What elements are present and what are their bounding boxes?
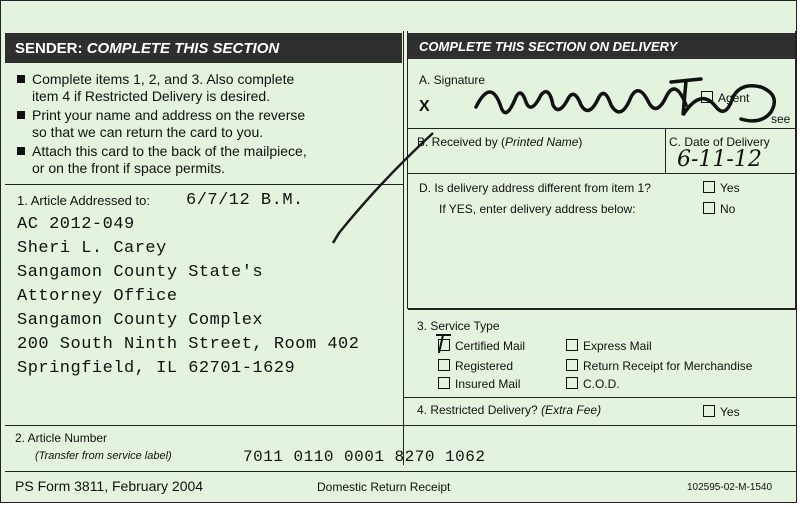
divider-article-number <box>5 425 796 426</box>
article-addressed-label: 1. Article Addressed to: <box>17 193 150 208</box>
handwritten-note: 6/7/12 B.M. <box>186 191 304 210</box>
service-cod: C.O.D. <box>566 377 620 391</box>
instruction-3: Attach this card to the back of the mailpiece, or on the front if space permits. <box>17 143 307 177</box>
address-line: Sheri L. Carey <box>17 239 167 258</box>
return-receipt-checkbox[interactable] <box>566 359 578 371</box>
addressee-option-fragment: see <box>771 112 791 126</box>
restricted-delivery-label: 4. Restricted Delivery? (Extra Fee) <box>417 403 602 417</box>
bullet-icon <box>17 75 25 83</box>
sender-header-italic: COMPLETE THIS SECTION <box>86 40 280 57</box>
sender-section-header <box>5 33 402 63</box>
delivery-date-value: 6-11-12 <box>677 147 762 172</box>
article-number-value: 7011 0110 0001 8270 1062 <box>243 448 486 466</box>
divider-d <box>408 308 796 310</box>
service-type-label: 3. Service Type <box>417 319 500 333</box>
address-line: Sangamon County Complex <box>17 311 264 330</box>
yes-checkbox[interactable] <box>703 181 715 193</box>
address-line: Attorney Office <box>17 287 178 306</box>
instruction-1: Complete items 1, 2, and 3. Also complete item 4 if Restricted Delivery is desired. <box>17 71 294 105</box>
received-by-label: B. Received by (Printed Name) <box>417 135 583 149</box>
delivery-section-header: COMPLETE THIS SECTION ON DELIVERY <box>408 33 796 59</box>
divider-service <box>404 397 796 398</box>
bullet-icon <box>17 111 25 119</box>
address-different-yes: Yes <box>703 181 740 195</box>
service-insured: Insured Mail <box>438 377 520 391</box>
address-different-no: No <box>703 202 735 216</box>
service-registered: Registered <box>438 359 513 373</box>
address-line: 200 South Ninth Street, Room 402 <box>17 335 360 354</box>
service-return-receipt: Return Receipt for Merchandise <box>566 359 752 373</box>
service-express: Express Mail <box>566 339 652 353</box>
no-checkbox[interactable] <box>703 202 715 214</box>
restricted-yes-checkbox[interactable] <box>703 405 715 417</box>
form-code: 102595-02-M-1540 <box>687 482 773 493</box>
insured-checkbox[interactable] <box>438 377 450 389</box>
divider-received <box>408 173 796 174</box>
agent-option: Agent <box>701 91 749 105</box>
service-certified: Certified Mail <box>438 339 525 353</box>
form-title: Domestic Return Receipt <box>317 480 451 494</box>
divider-date <box>665 129 666 173</box>
address-block <box>17 213 359 381</box>
article-number-sublabel: (Transfer from service label) <box>35 450 172 462</box>
signature-label: A. Signature <box>419 73 486 87</box>
address-line: AC 2012-049 <box>17 215 135 234</box>
address-line: Sangamon County State's <box>17 263 264 282</box>
restricted-delivery-yes: Yes <box>703 405 740 419</box>
divider-footer <box>5 471 796 472</box>
article-number-label: 2. Article Number <box>15 431 108 445</box>
cod-checkbox[interactable] <box>566 377 578 389</box>
address-different-question: D. Is delivery address different from item 1? <box>419 181 651 195</box>
handwritten-check-mark <box>433 331 455 357</box>
enter-address-label: If YES, enter delivery address below: <box>439 202 636 216</box>
handwritten-signature <box>471 67 796 129</box>
registered-checkbox[interactable] <box>438 359 450 371</box>
address-line: Springfield, IL 62701-1629 <box>17 359 296 378</box>
signature-x: X <box>419 98 430 115</box>
instruction-2: Print your name and address on the reverse so that we can return the card to you. <box>17 107 305 141</box>
date-of-delivery-label: C. Date of Delivery <box>669 135 770 149</box>
express-checkbox[interactable] <box>566 339 578 351</box>
sender-header-bold: SENDER: <box>15 40 83 57</box>
bullet-icon <box>17 147 25 155</box>
ps-form-label: PS Form 3811, February 2004 <box>15 478 204 494</box>
